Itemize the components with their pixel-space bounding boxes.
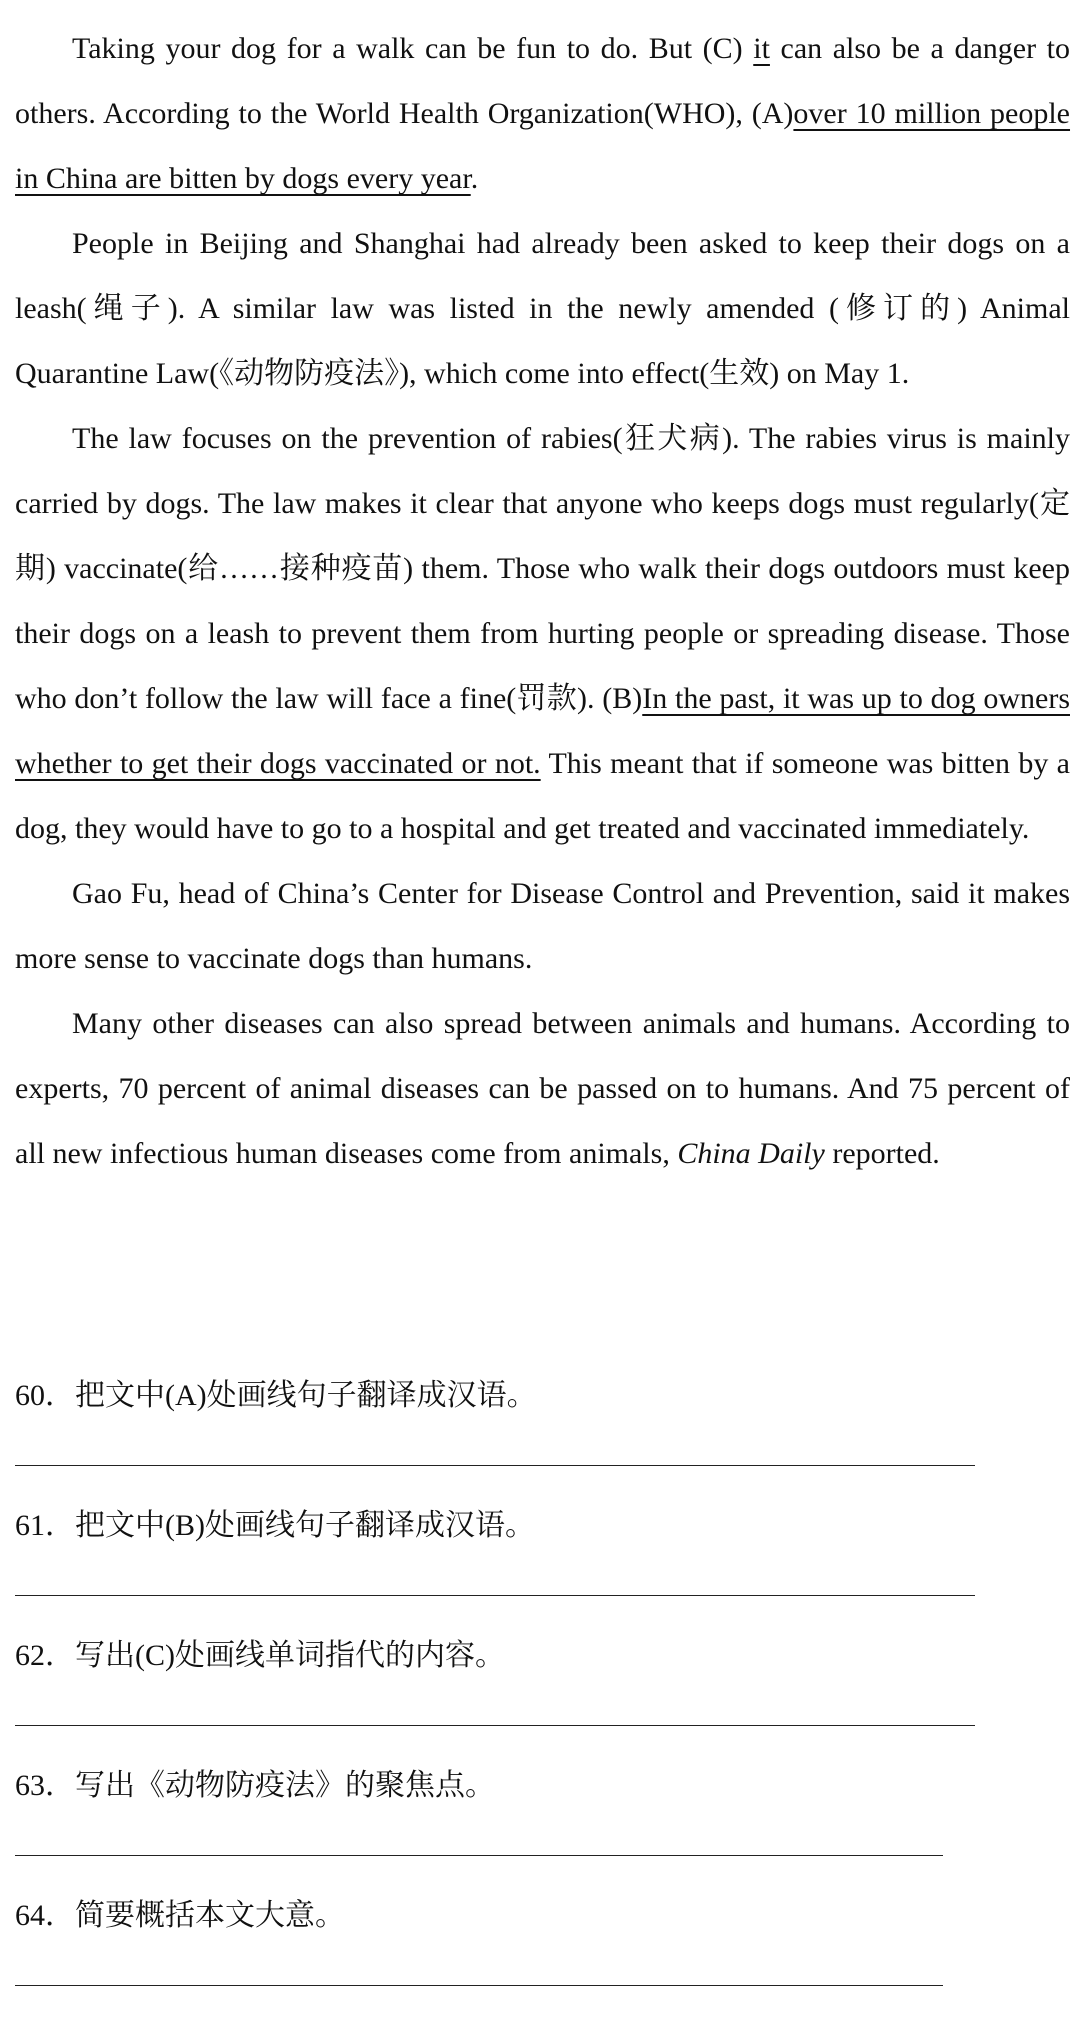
text-segment: This meant that if someone was bitten by a dog, they would have to go to a hospital and get treated and vaccinated immediately. bbox=[15, 747, 1070, 845]
question-text: 写出《动物防疫法》的聚焦点。 bbox=[75, 1769, 495, 1802]
answer-line[interactable] bbox=[15, 1855, 943, 1856]
question-61 bbox=[15, 1506, 1070, 1636]
question-60 bbox=[15, 1376, 1070, 1506]
paragraph bbox=[15, 211, 1070, 406]
paragraph bbox=[15, 16, 1070, 211]
paragraph bbox=[15, 991, 1070, 1186]
question-number: 61． bbox=[15, 1509, 75, 1542]
text-segment: Taking your dog for a walk can be fun to do. But (C) bbox=[72, 32, 754, 65]
text-segment: The law focuses on the prevention of rabies(狂犬病). The rabies virus is mainly carried by dogs. The law makes it clear that anyone who keeps dogs must regularly(定期) vaccinate(给……接种疫苗) them. Those who walk their dogs outdoors must keep their dogs on a leash to prevent them from hurting people or spreading disease. Those who don’t follow the law will face a fine(罚款). (B) bbox=[15, 422, 1070, 715]
question-number: 64． bbox=[15, 1899, 75, 1932]
reading-passage bbox=[15, 16, 1070, 1186]
text-segment: Gao Fu, head of China’s Center for Disease Control and Prevention, said it makes more sense to vaccinate dogs than humans. bbox=[15, 877, 1070, 975]
answer-line[interactable] bbox=[15, 1465, 975, 1466]
question-text: 把文中(B)处画线句子翻译成汉语。 bbox=[75, 1509, 535, 1542]
text-segment: can also be a danger to others. According to the World Health Organization(WHO), (A) bbox=[15, 32, 1070, 130]
question-number: 63． bbox=[15, 1769, 75, 1802]
answer-line[interactable] bbox=[15, 1725, 975, 1726]
question-63 bbox=[15, 1766, 1070, 1896]
question-text: 简要概括本文大意。 bbox=[75, 1899, 345, 1932]
question-number: 62． bbox=[15, 1639, 75, 1672]
question-62 bbox=[15, 1636, 1070, 1766]
underlined-text: over 10 million people in China are bitten by dogs every year bbox=[15, 97, 1071, 195]
text-segment: . bbox=[470, 162, 479, 195]
text-segment: Many other diseases can also spread between animals and humans. According to experts, 70 percent of animal diseases can be passed on to humans. And 75 percent of all new infectious human diseases come from animals, bbox=[15, 1007, 1070, 1170]
italic-text: China Daily bbox=[677, 1137, 825, 1170]
question-number: 60． bbox=[15, 1379, 75, 1412]
text-segment: reported. bbox=[824, 1137, 940, 1170]
paragraph bbox=[15, 406, 1070, 861]
answer-line[interactable] bbox=[15, 1595, 975, 1596]
question-list bbox=[15, 1376, 1070, 2026]
underlined-text: it bbox=[753, 32, 770, 65]
question-text: 把文中(A)处画线句子翻译成汉语。 bbox=[75, 1379, 537, 1412]
question-64 bbox=[15, 1896, 1070, 2026]
paragraph bbox=[15, 861, 1070, 991]
underlined-text: In the past, it was up to dog owners whether to get their dogs vaccinated or not. bbox=[15, 682, 1070, 780]
answer-line[interactable] bbox=[15, 1985, 943, 1986]
question-text: 写出(C)处画线单词指代的内容。 bbox=[75, 1639, 505, 1672]
text-segment: People in Beijing and Shanghai had already been asked to keep their dogs on a leash(绳子). A similar law was listed in the newly amended (修订的) Animal Quarantine Law(《动物防疫法》), which come into effect(生效) on May 1. bbox=[15, 227, 1070, 390]
